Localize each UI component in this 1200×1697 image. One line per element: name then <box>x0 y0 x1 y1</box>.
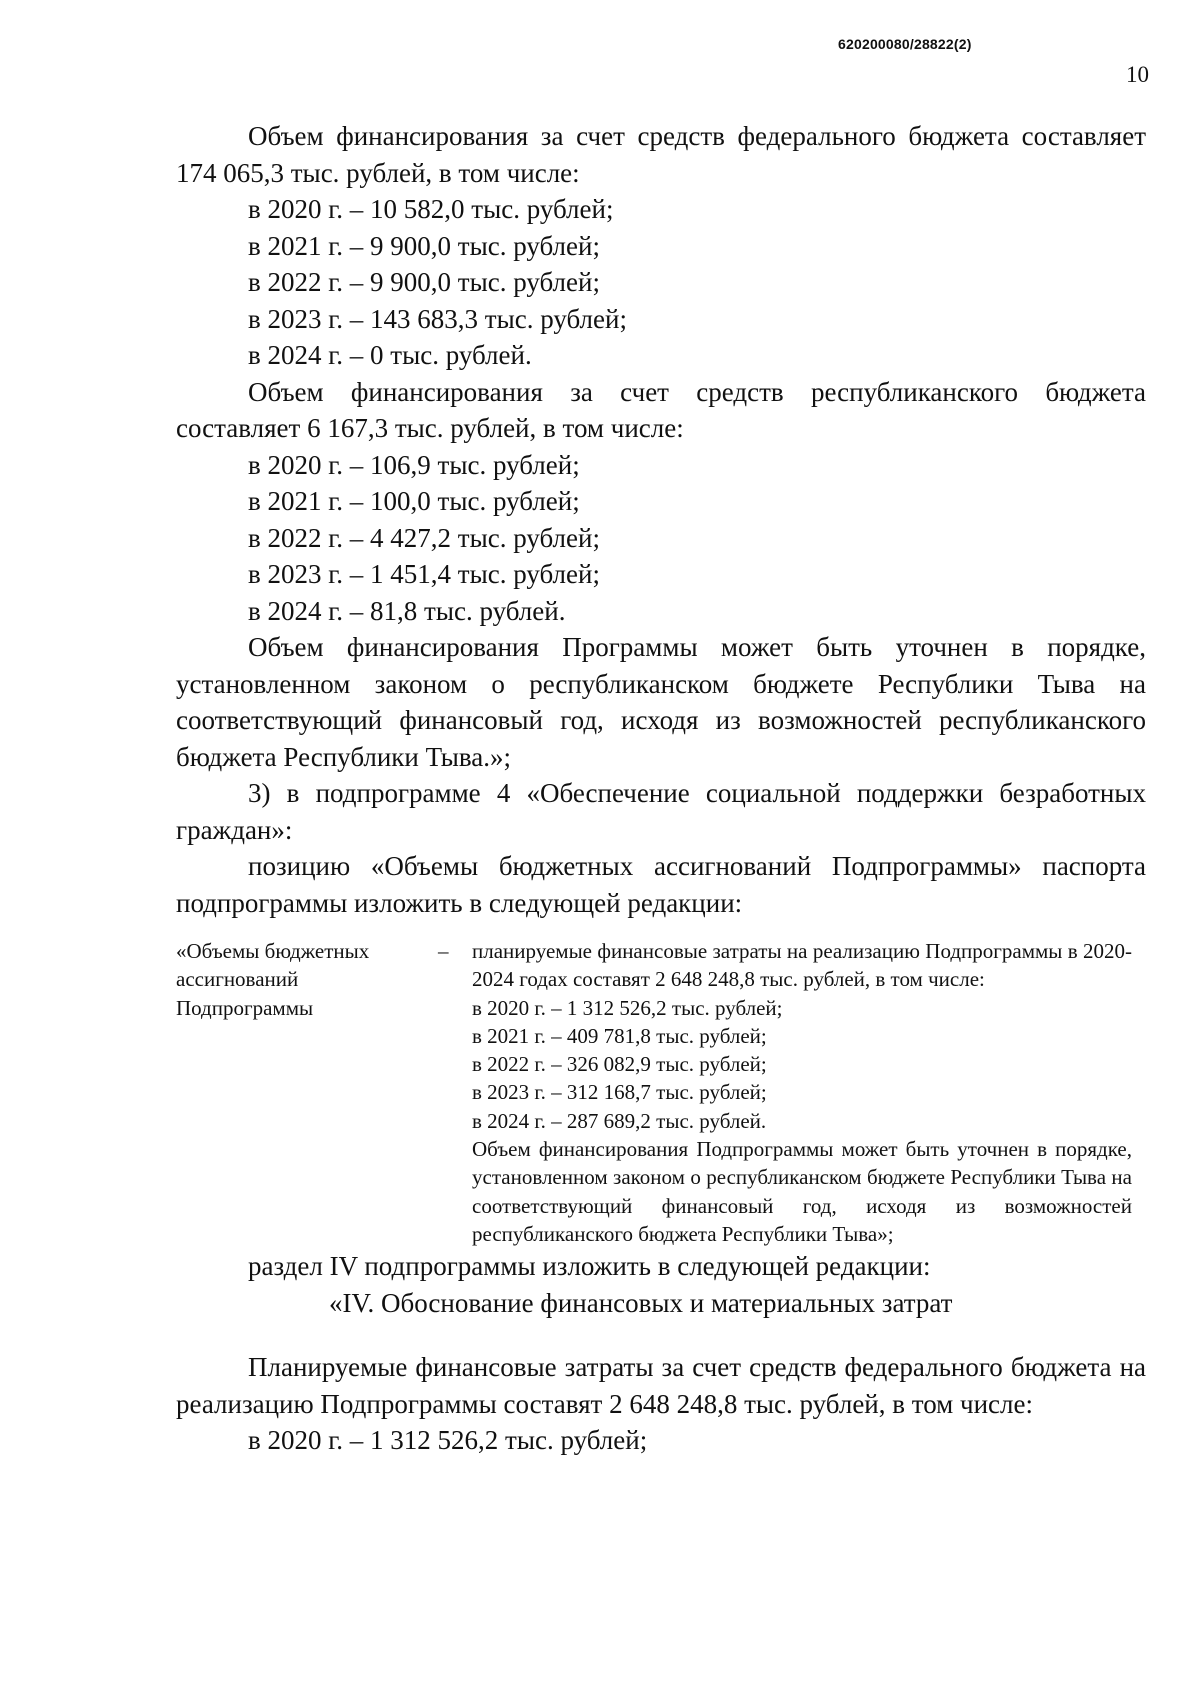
section4-heading: «IV. Обоснование финансовых и материальных затрат <box>329 1287 953 1318</box>
document-body <box>176 118 1146 1459</box>
republic-budget-item: в 2021 г. – 100,0 тыс. рублей; <box>248 486 580 516</box>
budget-allocations-table <box>176 937 1146 1248</box>
table-note: Объем финансирования Подпрограммы может быть уточнен в порядке, установленном законом о республиканском бюджете Республики Тыва на соответствующий финансовый год, исходя из возможностей республиканского бюджета Республики Тыва»; <box>472 1137 1132 1246</box>
position-paragraph: позицию «Объемы бюджетных ассигнований Подпрограммы» паспорта подпрограммы изложить в следующей редакции: <box>176 851 1146 918</box>
table-item: в 2024 г. – 287 689,2 тыс. рублей. <box>472 1108 767 1133</box>
table-item: в 2020 г. – 1 312 526,2 тыс. рублей; <box>472 995 783 1020</box>
republic-budget-item: в 2022 г. – 4 427,2 тыс. рублей; <box>248 522 600 553</box>
doc-id: 620200080/28822(2) <box>838 36 972 52</box>
section4-line: раздел IV подпрограммы изложить в следующей редакции: <box>248 1251 931 1282</box>
federal-budget-item: в 2024 г. – 0 тыс. рублей. <box>248 340 532 370</box>
page-number: 10 <box>1126 62 1149 87</box>
republic-budget-item: в 2023 г. – 1 451,4 тыс. рублей; <box>248 559 600 589</box>
table-label: «Объемы бюджетных ассигнований Подпрограммы <box>176 939 370 1020</box>
federal-budget-item: в 2020 г. – 10 582,0 тыс. рублей; <box>248 194 614 224</box>
table-item: в 2022 г. – 326 082,9 тыс. рублей; <box>472 1052 767 1077</box>
section4-planned: Планируемые финансовые затраты за счет средств федерального бюджета на реализацию Подпрограммы составят 2 648 248,8 тыс. рублей, в том числе: <box>176 1352 1146 1419</box>
clarify-paragraph: Объем финансирования Программы может быть уточнен в порядке, установленном законом о республиканском бюджете Республики Тыва на соответствующий финансовый год, исходя из возможностей республиканского бюджета Республики Тыва.»; <box>176 632 1146 772</box>
table-item: в 2021 г. – 409 781,8 тыс. рублей; <box>472 1023 767 1048</box>
federal-budget-item: в 2022 г. – 9 900,0 тыс. рублей; <box>248 267 600 297</box>
republic-budget-intro: Объем финансирования за счет средств республиканского бюджета составляет 6 167,3 тыс. рублей, в том числе: <box>176 376 1146 443</box>
section4-item: в 2020 г. – 1 312 526,2 тыс. рублей; <box>248 1425 648 1456</box>
federal-budget-intro: Объем финансирования за счет средств федерального бюджета составляет 174 065,3 тыс. рублей, в том числе: <box>176 121 1146 188</box>
point3-paragraph: 3) в подпрограмме 4 «Обеспечение социальной поддержки безработных граждан»: <box>176 778 1146 845</box>
table-dash: – <box>438 939 449 963</box>
table-intro: планируемые финансовые затраты на реализацию Подпрограммы в 2020-2024 годах составят 2 648 248,8 тыс. рублей, в том числе: <box>472 939 1132 992</box>
republic-budget-item: в 2024 г. – 81,8 тыс. рублей. <box>248 595 566 626</box>
table-item: в 2023 г. – 312 168,7 тыс. рублей; <box>472 1080 767 1105</box>
federal-budget-item: в 2021 г. – 9 900,0 тыс. рублей; <box>248 230 600 261</box>
republic-budget-item: в 2020 г. – 106,9 тыс. рублей; <box>248 449 580 480</box>
table-content <box>472 937 1132 1248</box>
federal-budget-item: в 2023 г. – 143 683,3 тыс. рублей; <box>248 303 627 334</box>
